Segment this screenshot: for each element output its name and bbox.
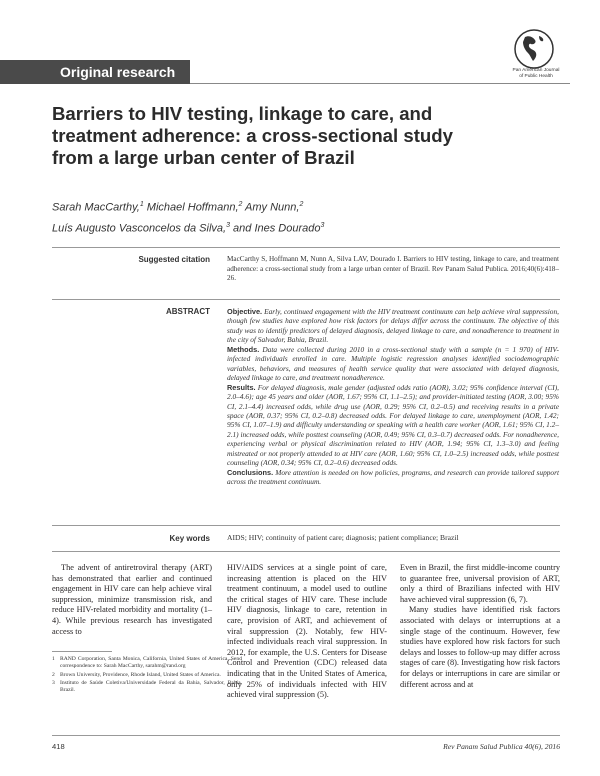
abstract-methods: Methods. Data were collected during 2010 in a cross-sectional study with a sample (n = 1 970) of HIV-infected individuals enrolled in care. Multiple logistic regression analyses identified sociodemographic variables, behaviors, and measures of health service quality that were associated with delayed diagnosis, delayed linkage to care, and treatment nonadherence. — [227, 344, 559, 383]
footnote-item: 3 Instituto de Saúde Coletiva/Universidade Federal da Bahia, Salvador, Bahia, Brazil. — [52, 679, 242, 694]
author-list: Sarah MacCarthy,$^1$ Michael Hoffmann,$^2$ Amy Nunn,$^2$ Luís Augusto Vasconcelos da Silva,$^3$ and Ines Dourado$^3$ — [52, 201, 325, 235]
globe-logo-icon — [513, 28, 555, 70]
footnotes — [52, 656, 242, 694]
abstract-body — [227, 307, 559, 487]
journal-citation: Rev Panam Salud Publica 40(6), 2016 — [443, 742, 560, 751]
footnote-item: 2 Brown University, Providence, Rhode Island, United States of America. — [52, 671, 221, 678]
keywords-text: AIDS; HIV; continuity of patient care; diagnosis; patient compliance; Brazil — [227, 533, 459, 542]
citation-label: Suggested citation — [138, 255, 210, 264]
article-title: Barriers to HIV testing, linkage to care, and treatment adherence: a cross-sectional study from a large urban center of Brazil — [52, 103, 453, 168]
abstract-divider — [52, 299, 560, 300]
footer-divider — [52, 735, 560, 736]
abstract-label: ABSTRACT — [166, 307, 210, 316]
abstract-results: Results. For delayed diagnosis, male gender (adjusted odds ratio (AOR), 3.02; 95% confidence interval (CI), 2.0–4.6); age 45 years and older (AOR, 1.67; 95% CI, 1.1–2.5); and provider-initiated testing (AOR, 3.00; 95% CI, 2.1–4.4) increased odds, while drug use (AOR, 0.29; 95% CI, 0.2–0.5) and receiving results in a private space (AOR, 0.37; 95% CI, 0.2–0.8) decreased odds. For delayed linkage to care, unemployment (AOR, 1.42; 95% CI, 1.07–1.9) and difficulty understanding or speaking with a health care worker (AOR, 1.61; 95% CI, 1.2–2.1) increased odds, while posttest counseling (AOR, 0.49; 95% CI, 0.3–0.7) decreased odds. For nonadherence, experiencing verbal or physical discrimination related to HIV (AOR, 1.94; 95% CI, 1.3–3.0) and feeling mistreated or not properly attended to at HIV care (AOR, 1.60; 95% CI, 1.0–2.5) increased odds, while posttest counseling (AOR, 0.34; 95% CI, 0.2–0.6) decreased odds. — [227, 382, 559, 468]
keywords-divider — [52, 525, 560, 526]
header-divider — [190, 83, 570, 84]
abstract-conclusions: Conclusions. More attention is needed on how policies, programs, and research can provide tailored support across the treatment continuum. — [227, 467, 559, 487]
citation-divider — [52, 247, 560, 248]
body-column-3: Even in Brazil, the first middle-income country to guarantee free, universal provision of ART, only a third of Brazilians infected with HIV have achieved viral suppression (6, 7). Many studies have identified risk factors associated with delays or interruptions at a single stage of the continuum. However, few studies have explored how risk factors for such delays and losses to follow-up may differ across stages of care (8). Investigating how risk factors for delays or interruptions in care are similar or different across and at — [400, 563, 560, 689]
page-number: 418 — [52, 742, 65, 751]
body-divider — [52, 551, 560, 552]
body-column-2: HIV/AIDS services at a single point of care, increasing attention is placed on the HIV treatment continuum, a model used to outline the critical stages of HIV care. These include HIV diagnosis, linkage to care, retention in care, provision of ART, and achievement of viral suppression (2). Notably, few HIV-infected individuals reach viral suppression. In 2012, for example, the U.S. Centers for Disease Control and Prevention (CDC) released data indicating that in the United States of America, only 25% of individuals infected with HIV achieved viral suppression (5). — [227, 563, 387, 700]
body-column-1: The advent of antiretroviral therapy (ART) has demonstrated that earlier and continued engagement in HIV care can help achieve viral suppression, minimize transmission risk, and reduce HIV-related morbidity and mortality (1–4). While previous research has investigated access to — [52, 563, 212, 636]
footnote-item: 1 RAND Corporation, Santa Monica, California, United States of America. Send correspondence to: Sarah MacCarthy, sarahm@rand.org — [52, 656, 242, 670]
section-label: Original research — [60, 64, 176, 80]
footnote-divider — [52, 651, 112, 652]
abstract-objective: Objective. Early, continued engagement with the HIV treatment continuum can help achieve viral suppression, though few studies have explored how risk factors for delays differ across the continuum. The objective of this study was to identify predictors of delayed diagnosis, delayed linkage to care, and nonadherence to treatment in the city of Salvador, Bahia, Brazil. — [227, 307, 559, 345]
keywords-label: Key words — [169, 534, 210, 543]
citation-text: MacCarthy S, Hoffmann M, Nunn A, Silva LAV, Dourado I. Barriers to HIV testing, linkage to care, and treatment adherence: a cross-sectional study from a large urban center of Brazil. Rev Panam Salud Publica. 2016;40(6):418–26. — [227, 255, 559, 283]
journal-logo-text: Pan American Journal of Public Health — [512, 68, 560, 79]
